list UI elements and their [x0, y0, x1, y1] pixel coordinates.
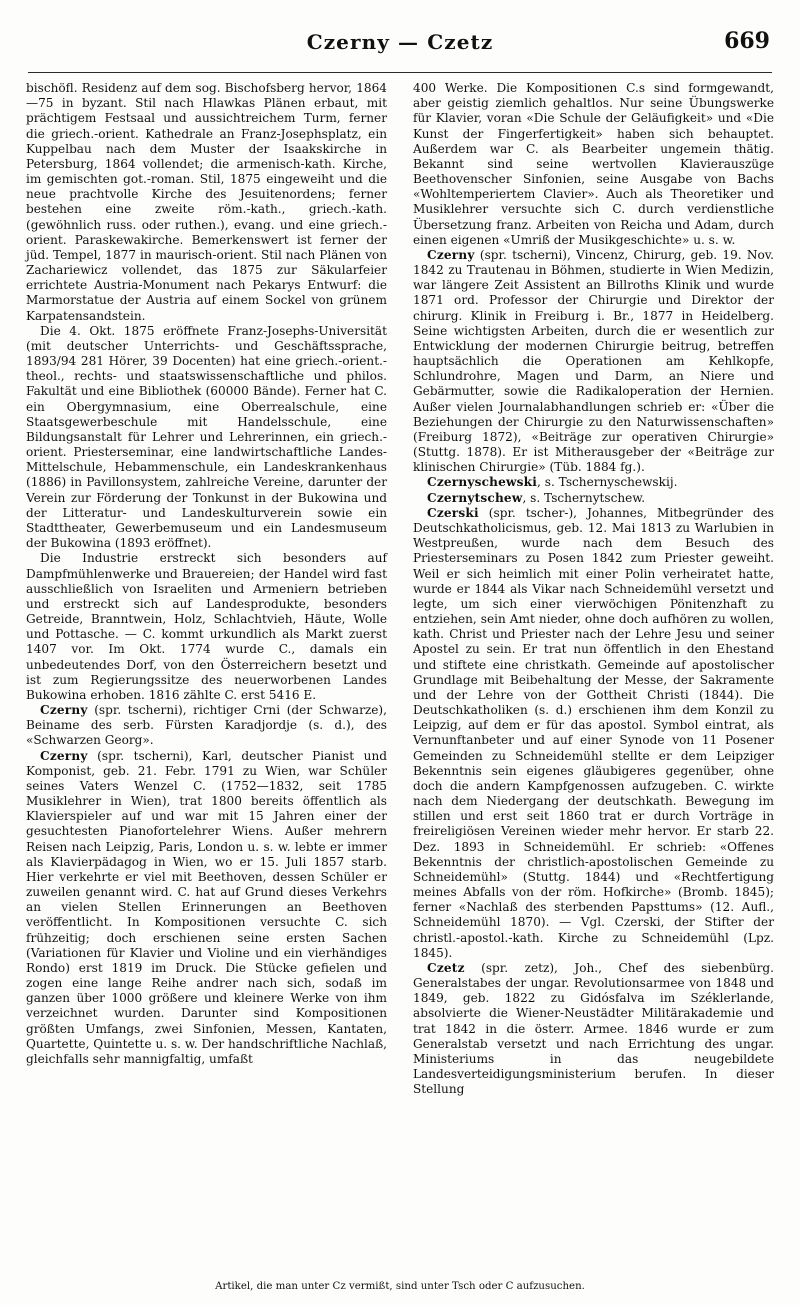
entry-body: (spr. zetz), Joh., Chef des siebenbürg. Generalstabes der ungar. Revolutionsarmee von 1848 und 1849, geb. 1822 zu Gidósfalva im Széklerlande, absolvierte die Wiener-Neustädter Militärakademie und trat 1842 in die österr. Armee. 1846 wurde er zum Generalstab versetzt und nach Errichtung des ungar. Ministeriums in das neugebildete Landesverteidigungsministerium berufen. In dieser Stellung — [413, 960, 774, 1097]
entry-body: (spr. tscherni), Karl, deutscher Pianist und Komponist, geb. 21. Febr. 1791 zu Wien, war Schüler seines Vaters Wenzel C. (1752—1832, seit 1785 Musiklehrer in Wien), trat 1800 bereits öffentlich als Klavierspieler auf und war mit 15 Jahren einer der gesuchtesten Pianofortelehrer Wiens. Außer mehrern Reisen nach Leipzig, Paris, London u. s. w. lebte er immer als Klavierpädagog in Wien, wo er 15. Juli 1857 starb. Hier verkehrte er viel mit Beethoven, dessen Schüler er zuweilen genannt wird. C. hat auf Grund dieses Verkehrs an vielen Stellen Erinnerungen an Beethoven veröffentlicht. In Kompositionen versuchte C. sich frühzeitig; doch erschienen seine ersten Sachen (Variationen für Klavier und Violine und ein vierhändiges Rondo) erst 1819 im Druck. Die Stücke gefielen und zogen eine lange Reihe andrer nach sich, sodaß im ganzen über 1000 größere und kleinere Werke von ihm verzeichnet wurden. Darunter sind Kompositionen größten Umfangs, zwei Sinfonien, Messen, Kantaten, Quartette, Quintette u. s. w. Der handschriftliche Nachlaß, gleichfalls sehr mannigfaltig, umfaßt — [26, 748, 387, 1066]
entry-headword: Czerny — [427, 247, 475, 262]
dictionary-entry — [413, 506, 774, 961]
entry-headword: Czerski — [427, 505, 479, 520]
entry-headword: Czerny — [40, 703, 88, 718]
dictionary-entry — [413, 491, 774, 506]
dictionary-entry — [26, 749, 387, 1068]
text-columns — [26, 81, 774, 1256]
entry-headword: Czernytschew — [427, 490, 523, 505]
header-rule — [28, 72, 772, 73]
dictionary-entry — [26, 703, 387, 749]
dictionary-entry — [413, 248, 774, 476]
paragraph: Die Industrie erstreckt sich besonders auf Dampfmühlenwerke und Brauereien; der Handel wird fast ausschließlich von Israeliten und Armeniern betrieben und erstreckt sich auf Landesprodukte, besonders Getreide, Branntwein, Holz, Schlachtvieh, Häute, Wolle und Pottasche. — C. kommt urkundlich als Markt zuerst 1407 vor. Im Okt. 1774 wurde C., damals ein unbedeutendes Dorf, von den Österreichern besetzt und ist zum Regierungssitze des neuerworbenen Landes Bukowina erhoben. 1816 zählte C. erst 5416 E. — [26, 551, 387, 702]
entry-body: (spr. tscher-), Johannes, Mitbegründer des Deutschkatholicismus, geb. 12. Mai 1813 zu Warlubien in Westpreußen, wurde nach dem Besuch des Priesterseminars zu Posen 1842 zum Priester geweiht. Weil er sich heimlich mit einer Polin verheiratet hatte, wurde er 1844 als Vikar nach Schneidemühl versetzt und legte, um sich einer vierwöchigen Pönitenzhaft zu entziehen, sein Amt nieder, ohne doch aufhören zu wollen, kath. Christ und Priester nach der Lehre Jesu und seiner Apostel zu sein. Er trat nun öffentlich in den Ehestand und stiftete eine christkath. Gemeinde auf apostolischer Grundlage mit Beibehaltung der Messe, der Sakramente und der Lehre von der Gottheit Christi (1844). Die Deutschkatholiken (s. d.) erschienen ihm dem Konzil zu Leipzig, auf dem er für das apostol. Symbol eintrat, als Vernunftanbeter und auf einer Synode von 11 Posener Gemeinden zu Schneidemühl stellte er dem Leipziger Bekenntnis sein eigenes gläubigeres gegenüber, ohne doch die andern Kampfgenossen aufzugeben. C. wirkte nach dem Niedergang der deutschkath. Bewegung im stillen und erst seit 1860 trat er durch Vorträge in freireligiösen Vereinen wieder mehr hervor. Er starb 22. Dez. 1893 in Schneidemühl. Er schrieb: «Offenes Bekenntnis der christlich-apostolischen Gemeinde zu Schneidemühl» (Stuttg. 1844) und «Rechtfertigung meines Abfalls von der röm. Hofkirche» (Bromb. 1845); ferner «Nachlaß des sterbenden Papsttums» (12. Aufl., Schneidemühl 1870). — Vgl. Czerski, der Stifter der christl.-apostol.-kath. Kirche zu Schneidemühl (Lpz. 1845). — [413, 505, 774, 960]
entry-headword: Czetz — [427, 960, 465, 975]
entry-body: (spr. tscherni), Vincenz, Chirurg, geb. 19. Nov. 1842 zu Trautenau in Böhmen, studierte in Wien Medizin, war längere Zeit Assistent an Billroths Klinik und wurde 1871 ord. Professor der Chirurgie und Direktor der chirurg. Klinik in Freiburg i. Br., 1877 in Heidelberg. Seine wichtigsten Arbeiten, durch die er wesentlich zur Entwicklung der modernen Chirurgie beitrug, betreffen hauptsächlich die Operationen am Kehlkopfe, Schlundrohre, Magen und Darm, an Niere und Gebärmutter, sowie die Radikaloperation der Hernien. Außer vielen Journalabhandlungen schrieb er: «Über die Beziehungen der Chirurgie zu den Naturwissenschaften» (Freiburg 1872), «Beiträge zur operativen Chirurgie» (Stuttg. 1878). Er ist Mitherausgeber der «Beiträge zur klinischen Chirurgie» (Tüb. 1884 fg.). — [413, 247, 774, 475]
dictionary-entry — [413, 475, 774, 490]
column-left — [26, 81, 400, 1256]
paragraph: bischöfl. Residenz auf dem sog. Bischofsberg hervor, 1864—75 in byzant. Stil nach Hlawkas Plänen erbaut, mit prächtigem Festsaal und aussichtreichem Turm, ferner die griech.-orient. Kathedrale an Franz-Josephsplatz, ein Kuppelbau nach dem Muster der Isaakskirche in Petersburg, 1864 vollendet; die armenisch-kath. Kirche, im gemischten got.-roman. Stil, 1875 eingeweiht und die neue prachtvolle Kirche des Jesuitenordens; ferner bestehen eine zweite röm.-kath., griech.-kath. (gewöhnlich russ. oder ruthen.), evang. und eine griech.-orient. Paraskewakirche. Bemerkenswert ist ferner der jüd. Tempel, 1877 in maurisch-orient. Stil nach Plänen von Zachariewicz vollendet, das 1875 zur Säkularfeier errichtete Austria-Monument nach Pekarys Entwurf: die Marmorstatue der Austria auf einem Sockel von grünem Karpatensandstein. — [26, 81, 387, 323]
entry-headword: Czernyschewski — [427, 475, 538, 490]
entry-headword: Czerny — [40, 748, 88, 763]
paragraph-continuation: 400 Werke. Die Kompositionen C.s sind formgewandt, aber geistig ziemlich gehaltlos. Nur seine Übungswerke für Klavier, voran «Die Schule der Geläufigkeit» und «Die Kunst der Fingerfertigkeit» haben sich behauptet. Außerdem war C. als Bearbeiter ungemein thätig. Bekannt sind seine wertvollen Klavierauszüge Beethovenscher Sinfonien, seine Ausgabe von Bachs «Wohltemperiertem Clavier». Auch als Theoretiker und Musiklehrer versuchte sich C. durch verdienstliche Übersetzung franz. Arbeiten von Reicha und Adam, durch einen eigenen «Umriß der Musikgeschichte» u. s. w. — [413, 81, 774, 247]
dictionary-entry — [413, 961, 774, 1098]
column-right — [400, 81, 774, 1256]
running-head-title: Czerny — Czetz — [306, 30, 494, 54]
page-footer-note: Artikel, die man unter Cz vermißt, sind unter Tsch oder C aufzusuchen. — [215, 1280, 585, 1292]
entry-body: , s. Tschernyschewskij. — [537, 475, 678, 490]
paragraph: Die 4. Okt. 1875 eröffnete Franz-Josephs-Universität (mit deutscher Unterrichts- und Geschäftssprache, 1893/94 281 Hörer, 39 Docenten) hat eine griech.-orient.-theol., rechts- und staatswissenschaftliche und philos. Fakultät und eine Bibliothek (60000 Bände). Ferner hat C. ein Obergymnasium, eine Oberrealschule, eine Staatsgewerbeschule mit Handelsschule, eine Bildungsanstalt für Lehrer und Lehrerinnen, ein griech.-orient. Priesterseminar, eine landwirtschaftliche Landes-Mittelschule, Hebammenschule, ein Landeskrankenhaus (1886) in Pavillonsystem, zahlreiche Vereine, darunter der Verein zur Förderung der Tonkunst in der Bukowina und der Litteratur- und Landeskulturverein sowie ein Stadttheater, Gewerbemuseum und ein Landesmuseum der Bukowina (1893 eröffnet). — [26, 323, 387, 551]
running-head — [26, 22, 774, 66]
entry-body: (spr. tscherni), richtiger Crni (der Schwarze), Beiname des serb. Fürsten Karadjordje (s. d.), des «Schwarzen Georg». — [26, 703, 387, 748]
entry-body: , s. Tschernytschew. — [522, 490, 646, 505]
page-number: 669 — [724, 28, 770, 54]
